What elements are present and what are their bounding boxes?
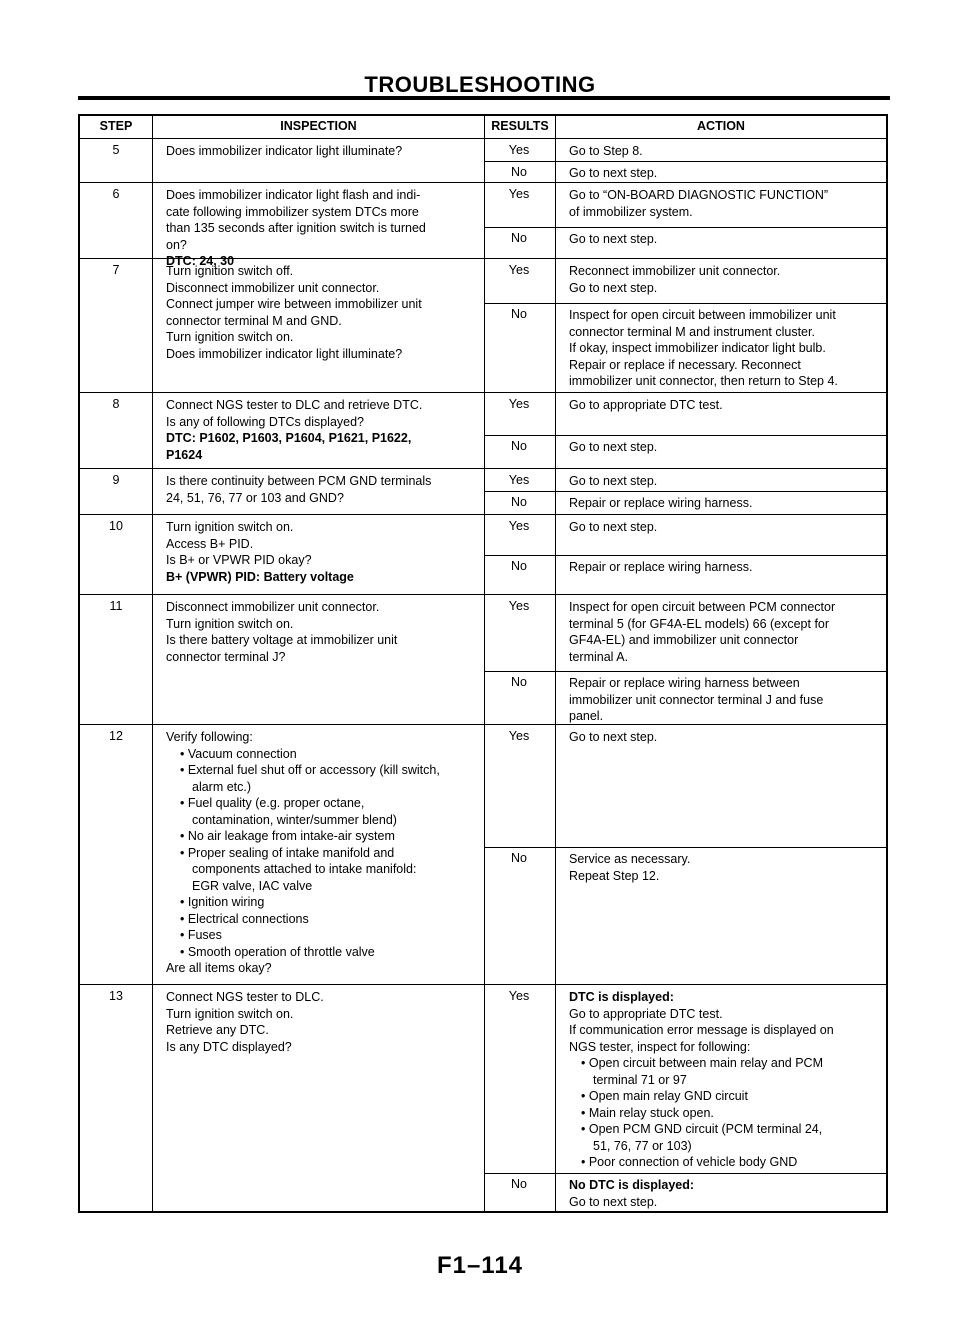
- page-title: TROUBLESHOOTING: [364, 72, 596, 97]
- result-no: No: [511, 495, 527, 509]
- action-line: Service as necessary.: [569, 852, 691, 866]
- action-line: Repeat Step 12.: [569, 868, 660, 883]
- result-no: No: [511, 851, 527, 865]
- step-number: 5: [112, 143, 120, 157]
- result-yes-cell: [484, 393, 954, 435]
- column-divider: [152, 183, 153, 258]
- inspection-line: Does immobilizer indicator light illuminate?: [166, 346, 403, 361]
- inspection-line: Turn ignition switch on.: [166, 616, 294, 631]
- inspection-cell: [166, 473, 486, 506]
- inspection-line: Disconnect immobilizer unit connector.: [166, 600, 380, 614]
- inspection-line: Does immobilizer indicator light flash and indi-: [166, 188, 421, 202]
- action-yes: [569, 989, 949, 1171]
- table-row: [80, 985, 886, 1211]
- inspection-bullet: alarm etc.): [192, 779, 252, 794]
- inspection-bullet: • Ignition wiring: [180, 895, 265, 909]
- action-line: immobilizer unit connector terminal J and fuse: [569, 692, 824, 707]
- action-line: panel.: [569, 709, 604, 723]
- inspection-bullet: • Electrical connections: [180, 911, 309, 926]
- inspection-cell: [166, 989, 486, 1055]
- action-line: terminal A.: [569, 649, 629, 664]
- action-line: Go to appropriate DTC test.: [569, 398, 723, 412]
- action-line: connector terminal M and instrument cluster.: [569, 324, 815, 339]
- action-line: If okay, inspect immobilizer indicator light bulb.: [569, 341, 826, 355]
- column-divider: [152, 469, 153, 514]
- action-heading: DTC is displayed:: [569, 990, 674, 1004]
- table-row: [80, 259, 886, 393]
- action-bullet: • Open circuit between main relay and PCM: [581, 1056, 823, 1070]
- result-yes-cell: [484, 985, 954, 1173]
- result-yes-cell: [484, 139, 954, 161]
- action-bullet: • Open main relay GND circuit: [581, 1089, 748, 1103]
- inspection-line: on?: [166, 237, 187, 252]
- action-yes: [569, 473, 949, 490]
- inspection-line: Turn ignition switch on.: [166, 330, 294, 344]
- inspection-line: connector terminal J?: [166, 649, 286, 664]
- column-divider: [152, 725, 153, 984]
- inspection-cell: [166, 143, 486, 160]
- result-yes-cell: [484, 469, 954, 491]
- action-bullet: terminal 71 or 97: [593, 1072, 687, 1087]
- header-inspection: INSPECTION: [152, 116, 484, 138]
- action-line: Go to next step.: [569, 474, 658, 488]
- inspection-line: Is there battery voltage at immobilizer unit: [166, 633, 398, 647]
- action-line: Go to next step.: [569, 1194, 658, 1209]
- inspection-line: than 135 seconds after ignition switch is turned: [166, 221, 426, 235]
- step-number: 8: [112, 397, 120, 411]
- action-line: GF4A-EL) and immobilizer unit connector: [569, 633, 799, 647]
- action-no: [569, 439, 949, 456]
- result-yes: Yes: [508, 473, 530, 487]
- inspection-dtc: P1624: [166, 447, 203, 462]
- action-line: Repair or replace wiring harness.: [569, 496, 753, 510]
- result-yes-cell: [484, 595, 954, 671]
- action-no: [569, 559, 949, 576]
- action-line: terminal 5 (for GF4A-EL models) 66 (except for: [569, 616, 830, 631]
- inspection-line: Connect jumper wire between immobilizer unit: [166, 297, 422, 311]
- action-yes: [569, 187, 949, 220]
- action-line: of immobilizer system.: [569, 204, 693, 219]
- inspection-line: Turn ignition switch off.: [166, 264, 294, 278]
- result-yes-cell: [484, 183, 954, 227]
- inspection-bullet: components attached to intake manifold:: [192, 862, 417, 876]
- table-row: [80, 595, 886, 725]
- result-no-cell: [484, 491, 954, 515]
- inspection-line: 24, 51, 76, 77 or 103 and GND?: [166, 490, 344, 505]
- action-no: [569, 165, 949, 182]
- inspection-line: Is any DTC displayed?: [166, 1039, 292, 1054]
- header-action: ACTION: [555, 116, 886, 138]
- inspection-line: Is there continuity between PCM GND terminals: [166, 474, 432, 488]
- header-step: STEP: [99, 119, 133, 133]
- inspection-cell: [166, 729, 486, 977]
- inspection-line: Is B+ or VPWR PID okay?: [166, 553, 312, 567]
- action-line: Repair or replace wiring harness between: [569, 676, 800, 690]
- action-yes: [569, 143, 949, 160]
- inspection-bullet: • Fuel quality (e.g. proper octane,: [180, 796, 365, 810]
- action-line: Go to appropriate DTC test.: [569, 1006, 723, 1021]
- table-row: [80, 139, 886, 183]
- action-bullet: • Open PCM GND circuit (PCM terminal 24,: [581, 1122, 823, 1136]
- action-no: [569, 675, 949, 725]
- action-yes: [569, 397, 949, 414]
- step-number: 9: [112, 473, 120, 487]
- inspection-line: Turn ignition switch on.: [166, 520, 294, 534]
- inspection-cell: [166, 263, 486, 362]
- result-no-cell: [484, 555, 954, 595]
- inspection-line: Are all items okay?: [166, 961, 272, 975]
- result-yes: Yes: [508, 519, 530, 533]
- action-line: Inspect for open circuit between immobilizer unit: [569, 308, 836, 322]
- result-no: No: [511, 165, 527, 179]
- column-divider: [152, 139, 153, 182]
- action-line: Go to next step.: [569, 440, 658, 454]
- action-line: Inspect for open circuit between PCM connector: [569, 600, 836, 614]
- result-no: No: [511, 675, 527, 689]
- inspection-dtc: DTC: P1602, P1603, P1604, P1621, P1622,: [166, 431, 412, 445]
- inspection-bullet: • Vacuum connection: [180, 746, 297, 761]
- inspection-cell: [166, 187, 486, 270]
- table-row: [80, 515, 886, 595]
- action-no: [569, 851, 949, 884]
- result-yes: Yes: [508, 187, 530, 201]
- inspection-line: Access B+ PID.: [166, 536, 254, 551]
- action-line: Go to next step.: [569, 166, 658, 180]
- action-line: Go to Step 8.: [569, 144, 643, 158]
- inspection-cell: [166, 599, 486, 665]
- result-yes: Yes: [508, 397, 530, 411]
- inspection-bullet: • No air leakage from intake-air system: [180, 829, 395, 843]
- inspection-line: Is any of following DTCs displayed?: [166, 414, 365, 429]
- action-bullet: 51, 76, 77 or 103): [593, 1138, 692, 1153]
- action-line: Go to next step.: [569, 730, 658, 744]
- inspection-line: Verify following:: [166, 730, 253, 744]
- action-yes: [569, 263, 949, 296]
- action-yes: [569, 729, 949, 746]
- header-results: RESULTS: [484, 116, 555, 138]
- result-yes: Yes: [508, 729, 530, 743]
- action-no: [569, 231, 949, 248]
- step-number: 13: [109, 989, 123, 1003]
- inspection-bullet: • External fuel shut off or accessory (kill switch,: [180, 763, 440, 777]
- action-bullet: • Poor connection of vehicle body GND: [581, 1155, 798, 1169]
- result-no-cell: [484, 847, 954, 985]
- inspection-line: Connect NGS tester to DLC and retrieve DTC.: [166, 398, 423, 412]
- action-yes: [569, 519, 949, 536]
- inspection-line: Does immobilizer indicator light illuminate?: [166, 144, 403, 158]
- table-body: [80, 139, 886, 1211]
- action-line: Repair or replace if necessary. Reconnect: [569, 357, 801, 372]
- step-number: 10: [109, 519, 123, 533]
- action-line: If communication error message is displayed on: [569, 1023, 834, 1037]
- result-no: No: [511, 1177, 527, 1191]
- inspection-bullet: • Fuses: [180, 928, 222, 942]
- inspection-cell: [166, 397, 486, 463]
- action-line: Go to next step.: [569, 232, 658, 246]
- result-no-cell: [484, 303, 954, 393]
- inspection-bullet: EGR valve, IAC valve: [192, 878, 313, 893]
- action-bullet: • Main relay stuck open.: [581, 1105, 714, 1120]
- inspection-bullet: • Smooth operation of throttle valve: [180, 944, 375, 959]
- result-yes-cell: [484, 515, 954, 555]
- page-number: F1–114: [436, 1252, 524, 1279]
- result-no-cell: [484, 435, 954, 469]
- table-row: [80, 725, 886, 985]
- action-line: Reconnect immobilizer unit connector.: [569, 264, 781, 278]
- inspection-dtc: DTC: 24, 30: [166, 254, 235, 268]
- result-yes-cell: [484, 259, 954, 303]
- action-line: Go to “ON-BOARD DIAGNOSTIC FUNCTION”: [569, 188, 829, 202]
- title-rule: [78, 96, 890, 100]
- troubleshooting-table: [78, 114, 888, 1213]
- inspection-dtc: B+ (VPWR) PID: Battery voltage: [166, 569, 354, 584]
- result-no-cell: [484, 1173, 954, 1211]
- table-row: [80, 393, 886, 469]
- action-no: [569, 1177, 949, 1210]
- action-line: NGS tester, inspect for following:: [569, 1039, 751, 1054]
- inspection-bullet: contamination, winter/summer blend): [192, 812, 397, 827]
- action-line: Go to next step.: [569, 520, 658, 534]
- inspection-line: Turn ignition switch on.: [166, 1006, 294, 1021]
- action-yes: [569, 599, 949, 665]
- result-no: No: [511, 231, 527, 245]
- column-divider: [152, 259, 153, 392]
- inspection-bullet: • Proper sealing of intake manifold and: [180, 845, 395, 860]
- column-divider: [152, 985, 153, 1211]
- result-yes-cell: [484, 725, 954, 847]
- inspection-line: cate following immobilizer system DTCs more: [166, 204, 419, 219]
- table-header: [80, 116, 886, 139]
- action-line: Go to next step.: [569, 280, 658, 295]
- result-yes: Yes: [508, 143, 530, 157]
- result-no: No: [511, 559, 527, 573]
- column-divider: [152, 393, 153, 468]
- result-no: No: [511, 307, 527, 321]
- step-number: 12: [109, 729, 123, 743]
- action-line: immobilizer unit connector, then return to Step 4.: [569, 374, 838, 388]
- action-no: [569, 495, 949, 512]
- inspection-line: Disconnect immobilizer unit connector.: [166, 280, 380, 295]
- result-no: No: [511, 439, 527, 453]
- result-yes: Yes: [508, 989, 530, 1003]
- result-yes: Yes: [508, 599, 530, 613]
- step-number: 7: [112, 263, 120, 277]
- column-divider: [152, 515, 153, 594]
- inspection-line: Connect NGS tester to DLC.: [166, 990, 324, 1004]
- column-divider: [152, 595, 153, 724]
- step-number: 11: [109, 599, 123, 613]
- action-line: Repair or replace wiring harness.: [569, 560, 753, 574]
- action-heading: No DTC is displayed:: [569, 1178, 695, 1192]
- result-no-cell: [484, 161, 954, 183]
- result-no-cell: [484, 227, 954, 259]
- step-number: 6: [112, 187, 120, 201]
- inspection-line: Retrieve any DTC.: [166, 1023, 269, 1037]
- result-no-cell: [484, 671, 954, 725]
- table-row: [80, 183, 886, 268]
- inspection-line: connector terminal M and GND.: [166, 313, 342, 328]
- inspection-cell: [166, 519, 486, 585]
- result-yes: Yes: [508, 263, 530, 277]
- table-row: [80, 469, 886, 515]
- action-no: [569, 307, 949, 390]
